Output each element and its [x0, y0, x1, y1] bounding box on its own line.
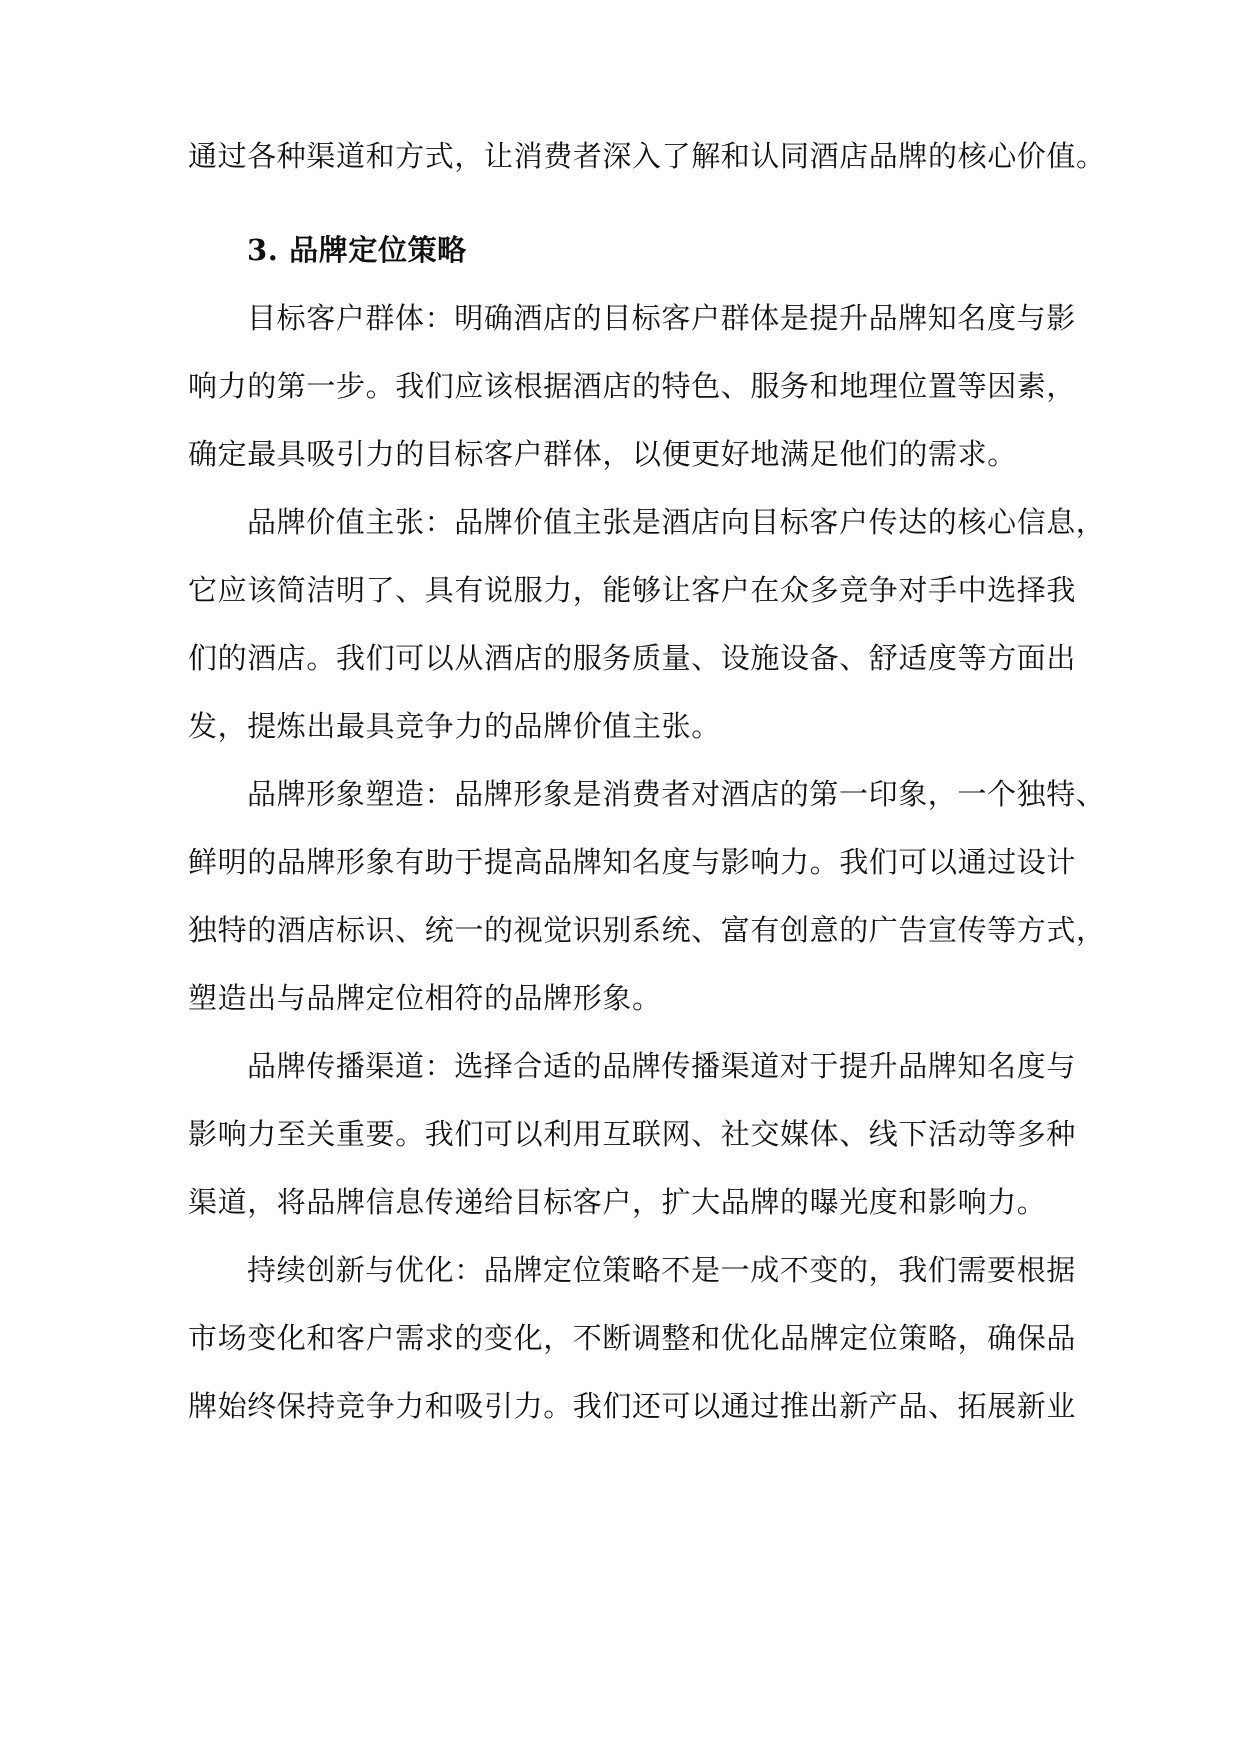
- paragraph-line: 发，提炼出最具竞争力的品牌价值主张。: [188, 709, 721, 743]
- intro-line: 通过各种渠道和方式，让消费者深入了解和认同酒店品牌的核心价值。: [188, 139, 1106, 173]
- paragraph-line: 渠道，将品牌信息传递给目标客户，扩大品牌的曝光度和影响力。: [188, 1185, 1047, 1219]
- paragraph-line: 们的酒店。我们可以从酒店的服务质量、设施设备、舒适度等方面出: [188, 641, 1077, 675]
- paragraph-line: 塑造出与品牌定位相符的品牌形象。: [188, 981, 662, 1015]
- paragraph-line: 它应该简洁明了、具有说服力，能够让客户在众多竞争对手中选择我: [188, 573, 1077, 607]
- paragraph-line: 品牌价值主张：品牌价值主张是酒店向目标客户传达的核心信息，: [247, 505, 1106, 539]
- paragraph-line: 独特的酒店标识、统一的视觉识别系统、富有创意的广告宣传等方式，: [188, 913, 1106, 947]
- section-heading: 3. 品牌定位策略: [247, 233, 467, 267]
- paragraph-line: 目标客户群体：明确酒店的目标客户群体是提升品牌知名度与影: [247, 301, 1076, 335]
- paragraph-line: 响力的第一步。我们应该根据酒店的特色、服务和地理位置等因素，: [188, 369, 1077, 403]
- paragraph-line: 牌始终保持竞争力和吸引力。我们还可以通过推出新产品、拓展新业: [188, 1389, 1077, 1423]
- paragraph-line: 影响力至关重要。我们可以利用互联网、社交媒体、线下活动等多种: [188, 1117, 1077, 1151]
- paragraph-line: 市场变化和客户需求的变化，不断调整和优化品牌定位策略，确保品: [188, 1321, 1077, 1355]
- paragraph-line: 品牌传播渠道：选择合适的品牌传播渠道对于提升品牌知名度与: [247, 1049, 1076, 1083]
- paragraph-line: 持续创新与优化：品牌定位策略不是一成不变的，我们需要根据: [247, 1253, 1076, 1287]
- paragraph-line: 鲜明的品牌形象有助于提高品牌知名度与影响力。我们可以通过设计: [188, 845, 1077, 879]
- paragraph-line: 确定最具吸引力的目标客户群体，以便更好地满足他们的需求。: [188, 437, 1017, 471]
- paragraph-line: 品牌形象塑造：品牌形象是消费者对酒店的第一印象，一个独特、: [247, 777, 1106, 811]
